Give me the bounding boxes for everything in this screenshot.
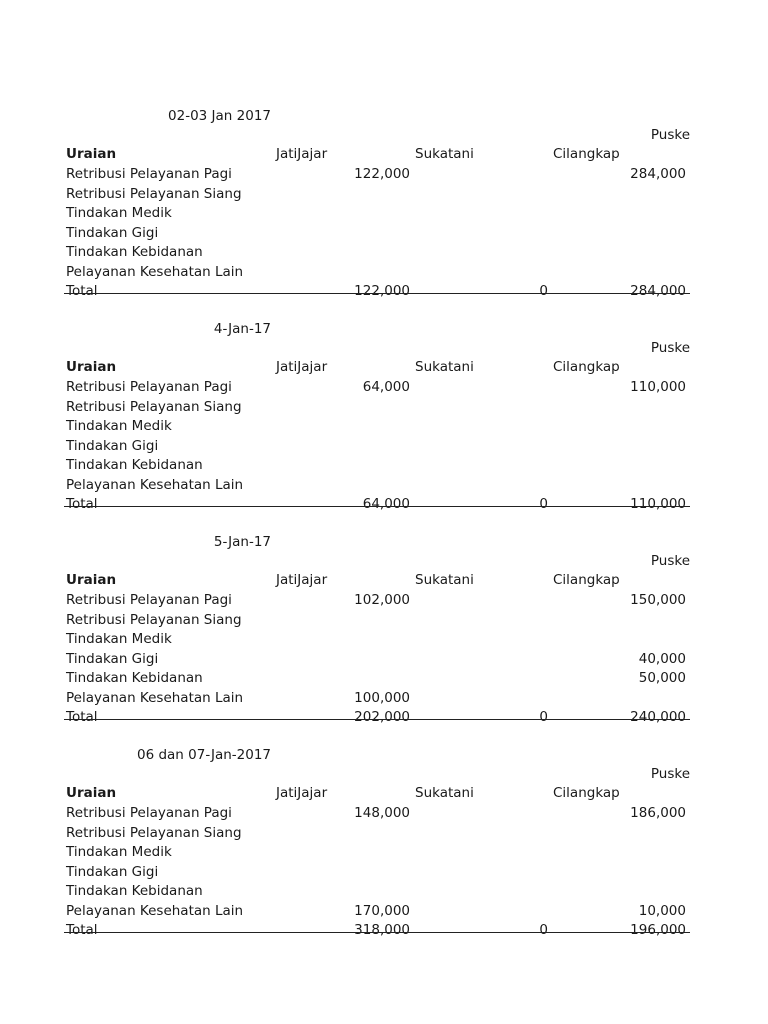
header-cilangkap: Cilangkap: [553, 359, 620, 375]
cell-jatijajar: 202,000: [354, 709, 410, 725]
cell-jatijajar: 318,000: [354, 922, 410, 938]
puske-header: Puske: [650, 340, 690, 356]
table-row: [64, 399, 690, 419]
puske-header: Puske: [650, 127, 690, 143]
row-label: Tindakan Medik: [66, 844, 172, 860]
total-underline: [64, 719, 690, 720]
table-row: [64, 592, 690, 612]
table-row: [64, 264, 690, 284]
row-label: Retribusi Pelayanan Siang: [66, 611, 242, 628]
cell-jatijajar: 148,000: [354, 805, 410, 821]
cell-cilangkap: 0: [539, 922, 548, 938]
table-row: [64, 205, 690, 225]
table-row: [64, 379, 690, 399]
header-cilangkap: Cilangkap: [553, 572, 620, 588]
cell-puske: 196,000: [630, 922, 686, 938]
table-row: [64, 457, 690, 477]
table-rows: [64, 805, 690, 942]
total-underline: [64, 293, 690, 294]
header-jatijajar: JatiJajar: [276, 785, 328, 801]
cell-puske: 150,000: [630, 592, 686, 608]
cell-puske: 110,000: [630, 496, 686, 512]
row-label: Tindakan Medik: [66, 631, 172, 647]
row-label: Retribusi Pelayanan Siang: [66, 824, 242, 841]
block-date: 06 dan 07-Jan-2017: [137, 747, 271, 763]
header-sukatani: Sukatani: [415, 359, 474, 375]
row-label: Retribusi Pelayanan Pagi: [66, 166, 232, 182]
table-rows: [64, 379, 690, 516]
row-label: Pelayanan Kesehatan Lain: [66, 689, 244, 706]
row-label: Total: [66, 709, 98, 725]
header-sukatani: Sukatani: [415, 785, 474, 801]
cell-puske: 240,000: [630, 709, 686, 725]
row-label: Total: [66, 496, 98, 512]
report-block: [64, 108, 690, 318]
table-row: [64, 690, 690, 710]
table-row: [64, 612, 690, 632]
block-date: 4-Jan-17: [213, 321, 271, 337]
row-label: Retribusi Pelayanan Siang: [66, 398, 242, 415]
row-label: Tindakan Gigi: [66, 650, 159, 667]
row-label: Tindakan Medik: [66, 418, 172, 434]
header-cilangkap: Cilangkap: [553, 146, 620, 162]
puske-header: Puske: [650, 553, 690, 569]
total-underline: [64, 932, 690, 933]
table-row: [64, 418, 690, 438]
row-label: Tindakan Kebidanan: [66, 883, 203, 899]
header-uraian: Uraian: [66, 146, 117, 162]
cell-puske: 284,000: [630, 166, 686, 182]
row-label: Retribusi Pelayanan Siang: [66, 185, 242, 202]
header-uraian: Uraian: [66, 785, 117, 801]
table-row: [64, 244, 690, 264]
table-row: [64, 670, 690, 690]
table-row: [64, 883, 690, 903]
report-block: [64, 321, 690, 531]
cell-jatijajar: 102,000: [354, 592, 410, 608]
table-row: [64, 805, 690, 825]
cell-puske: 284,000: [630, 283, 686, 299]
table-rows: [64, 592, 690, 729]
table-row: [64, 864, 690, 884]
cell-jatijajar: 122,000: [354, 283, 410, 299]
report-block: [64, 747, 690, 957]
table-row: [64, 651, 690, 671]
cell-puske: 10,000: [638, 902, 686, 919]
table-row: [64, 844, 690, 864]
total-underline: [64, 506, 690, 507]
row-label: Tindakan Kebidanan: [66, 457, 203, 473]
row-label: Tindakan Gigi: [66, 437, 159, 454]
header-cilangkap: Cilangkap: [553, 785, 620, 801]
header-uraian: Uraian: [66, 359, 117, 375]
cell-cilangkap: 0: [539, 283, 548, 299]
report-block: [64, 534, 690, 744]
block-date: 02-03 Jan 2017: [168, 108, 271, 124]
table-row: [64, 631, 690, 651]
row-label: Retribusi Pelayanan Pagi: [66, 592, 232, 608]
row-label: Tindakan Medik: [66, 205, 172, 221]
cell-puske: 110,000: [630, 379, 686, 395]
header-uraian: Uraian: [66, 572, 117, 588]
row-label: Pelayanan Kesehatan Lain: [66, 263, 244, 280]
puske-header: Puske: [650, 766, 690, 782]
table-row: [64, 225, 690, 245]
cell-cilangkap: 0: [539, 709, 548, 725]
row-label: Retribusi Pelayanan Pagi: [66, 805, 232, 821]
cell-puske: 50,000: [638, 670, 686, 686]
cell-jatijajar: 100,000: [354, 689, 410, 706]
row-label: Tindakan Gigi: [66, 863, 159, 880]
cell-jatijajar: 122,000: [354, 166, 410, 182]
row-label: Pelayanan Kesehatan Lain: [66, 902, 244, 919]
cell-cilangkap: 0: [539, 496, 548, 512]
row-label: Tindakan Gigi: [66, 224, 159, 241]
row-label: Retribusi Pelayanan Pagi: [66, 379, 232, 395]
header-jatijajar: JatiJajar: [276, 572, 328, 588]
header-sukatani: Sukatani: [415, 572, 474, 588]
row-label: Tindakan Kebidanan: [66, 244, 203, 260]
table-rows: [64, 166, 690, 303]
cell-jatijajar: 170,000: [354, 902, 410, 919]
table-row: [64, 825, 690, 845]
table-row: [64, 903, 690, 923]
table-row: [64, 166, 690, 186]
table-row: [64, 477, 690, 497]
cell-jatijajar: 64,000: [362, 379, 410, 395]
row-label: Total: [66, 283, 98, 299]
table-row: [64, 438, 690, 458]
cell-puske: 186,000: [630, 805, 686, 821]
header-jatijajar: JatiJajar: [276, 146, 328, 162]
cell-puske: 40,000: [638, 650, 686, 667]
row-label: Pelayanan Kesehatan Lain: [66, 476, 244, 493]
table-row: [64, 186, 690, 206]
row-label: Total: [66, 922, 98, 938]
cell-jatijajar: 64,000: [362, 496, 410, 512]
block-date: 5-Jan-17: [213, 534, 271, 550]
header-sukatani: Sukatani: [415, 146, 474, 162]
row-label: Tindakan Kebidanan: [66, 670, 203, 686]
header-jatijajar: JatiJajar: [276, 359, 328, 375]
